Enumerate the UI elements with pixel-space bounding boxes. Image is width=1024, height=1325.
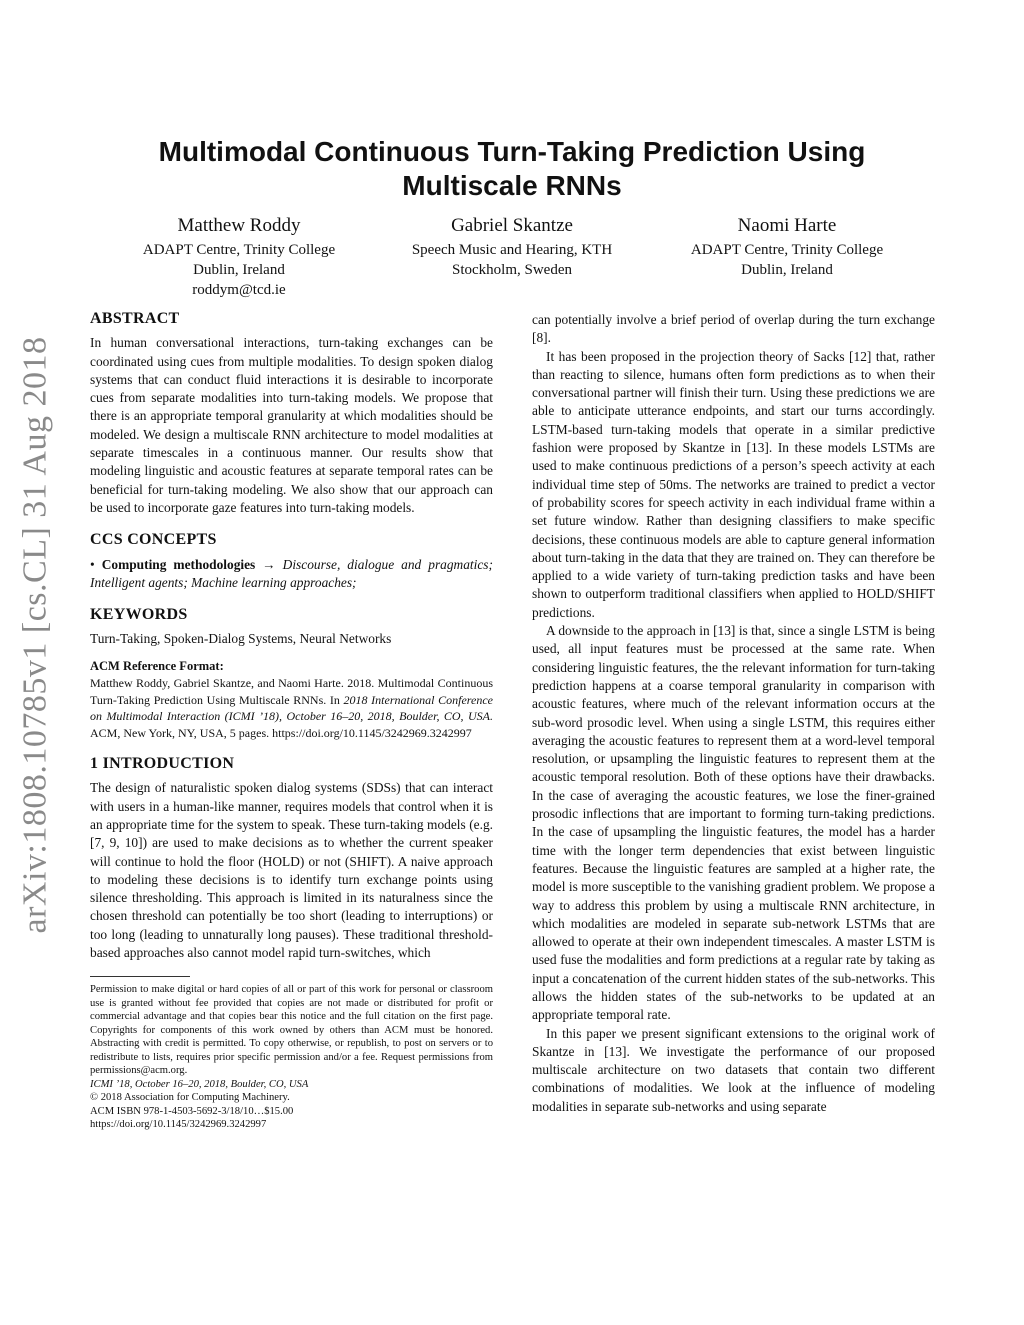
acm-ref-heading: ACM Reference Format: <box>90 658 224 673</box>
keywords-heading: KEYWORDS <box>90 606 188 624</box>
permission-notice: Permission to make digital or hard copies of all or part of this work for personal or classroom use is granted without fee provided that copies are not made or distributed for profit or commercial advantage and that copies bear this notice and the full citation on the first page. Copyrights for components of this work owned by others than ACM must be honored. Abstracting with credit is permitted. To copy otherwise, or republish, to post on servers or to redistribute to lists, requires prior specific permission and/or a fee. Request permissions from permissions@acm.org. <box>90 984 493 1077</box>
author-affiliation: ADAPT Centre, Trinity College <box>142 242 336 258</box>
copyright-line: © 2018 Association for Computing Machinery. <box>90 1092 290 1104</box>
intro-paragraph-3: A downside to the approach in [13] is that, since a single LSTM is being used, all input features must be processed at the same rate. When considering linguistic features, the the relevant information for turn-taking prediction happens at a coarse temporal granularity in comparison with acoustic features, where much of the relevant information occurs at the sub-word prosodic level. When using a single LSTM, this requires either averaging the acoustic features to represent them at a word-level temporal resolution, or upsampling the linguistic features to represent them at the acoustic temporal resolution. Both of these options have their drawbacks. In the case of averaging the acoustic features, we lose the finer-grained prosodic inflections that are important to forming turn-taking predictions. In the case of upsampling the linguistic features, the model has a harder time with the longer term dependencies that exist between linguistic features. Because the linguistic features are sampled at a higher rate, the model is more susceptible to the vanishing gradient problem. We propose a way to address this problem by using a multiscale RNN architecture, in which modalities are modeled in separate sub-network LSTMs that are allowed to operate at their own independent timescales. A master LSTM is used fuse the modalities and form predictions at a regular rate by taking as input a concatenation of the current hidden states of the sub-networks. This allows the hidden states of the sub-networks to be updated at an appropriate temporal rate. <box>532 623 935 1023</box>
left-column <box>90 310 493 1132</box>
intro-heading: 1 INTRODUCTION <box>90 755 235 773</box>
author-block-2 <box>382 214 642 280</box>
ccs-arrow: → <box>262 556 276 572</box>
intro-paragraph-continued: can potentially involve a brief period of overlap during the turn exchange [8]. <box>532 312 935 346</box>
keywords-text: Turn-Taking, Spoken-Dialog Systems, Neural Networks <box>90 631 392 647</box>
intro-paragraph-2: It has been proposed in the projection theory of Sacks [12] that, rather than reacting to silence, humans often form predictions as to when their conversational partner will finish their turn. Using these predictions we are able to anticipate utterance endpoints, and start our turns accordingly. LSTM-based turn-taking models that operate in a similar predictive fashion were proposed by Skantze in [13]. In these models LSTMs are used to make continuous predictions of a person’s speech activity at each individual time step of 50ms. The networks are trained to predict a vector of probability scores for speech activity in each individual frame within a set future window. Rather than designing classifiers to make specific decisions, these continuous models are able to capture general information about turn-taking in the data that they are trained on. They can therefore be applied to a wide variety of turn-taking prediction tasks and have been shown to outperform traditional classifiers when applied to HOLD/SHIFT predictions. <box>532 348 935 620</box>
intro-paragraph-1: The design of naturalistic spoken dialog systems (SDSs) that can interact with users in a human-like manner, requires models that control when it is an appropriate time for the system to speak. These turn-taking models (e.g. [7, 9, 10]) are used to make decisions as to whether the current speaker will continue to hold the floor (HOLD) or not (SHIFT). A naive approach to modeling these decisions is to identify turn exchange points using silence thresholding. This approach is limited in its naturalness since the chosen threshold can potentially be too short (leading to interruptions) or too long (leading to unnaturally long pauses). These traditional threshold-based approaches also cannot model rapid turn-switches, which <box>90 780 493 961</box>
right-column <box>532 311 935 1116</box>
author-affiliation: ADAPT Centre, Trinity College <box>690 242 884 258</box>
paper-title: Multimodal Continuous Turn-Taking Prediction Using Multiscale RNNs <box>158 136 866 201</box>
author-location: Stockholm, Sweden <box>452 262 572 278</box>
abstract-text: In human conversational interactions, turn-taking exchanges can be coordinated using cues from multiple modalities. To design spoken dialog systems that can conduct fluid interactions it is desirable to incorporate cues from separate modalities into turn-taking models. We propose that there is an appropriate temporal granularity at which modalities should be modeled. We design a multiscale RNN architecture to model modalities at separate timescales in a continuous manner. Our results show that modeling linguistic and acoustic features at separate temporal rates can be beneficial for turn-taking modeling. We also show that our approach can be used to incorporate gaze features into turn-taking models. <box>90 335 493 515</box>
isbn-line: ACM ISBN 978-1-4503-5692-3/18/10…$15.00 <box>90 1105 294 1117</box>
ccs-category: Computing methodologies <box>101 556 256 572</box>
acm-ref-venue: 2018 International Conference on Multimodal Interaction (ICMI ’18), October 16–20, 2018, Boulder, CO, USA. <box>90 692 493 724</box>
acm-ref-authors: Matthew Roddy, Gabriel Skantze, and Naomi Harte. 2018. Multimodal Continuous Turn-Taking Prediction Using Multiscale RNNs. In <box>90 676 493 707</box>
acm-ref-doi[interactable]: ACM, New York, NY, USA, 5 pages. https://doi.org/10.1145/3242969.3242997 <box>90 725 472 740</box>
arxiv-identifier <box>10 310 60 960</box>
author-block-1 <box>109 214 369 300</box>
doi-link[interactable]: https://doi.org/10.1145/3242969.3242997 <box>90 1119 267 1131</box>
acm-ref-text <box>90 675 493 741</box>
author-email[interactable]: roddym@tcd.ie <box>192 282 286 298</box>
arxiv-id-text: arXiv:1808.10785v1 [cs.CL] 31 Aug 2018 <box>16 336 54 934</box>
author-name: Gabriel Skantze <box>451 215 573 236</box>
author-block-3 <box>657 214 917 280</box>
ccs-concepts: Discourse, dialogue and pragmatics; Intelligent agents; Machine learning approaches; <box>90 556 493 590</box>
abstract-heading: ABSTRACT <box>90 310 180 327</box>
ccs-heading: CCS CONCEPTS <box>90 531 217 549</box>
intro-paragraph-4: In this paper we present significant extensions to the original work of Skantze in [13]. We investigate the performance of our proposed multiscale architecture on two datasets that contain two different combinations of modalities. We look at the influence of modeling modalities in separate sub-networks and using separate <box>532 1025 935 1114</box>
author-affiliation: Speech Music and Hearing, KTH <box>411 242 613 258</box>
footnote-divider <box>90 976 190 977</box>
ccs-text <box>90 556 493 593</box>
footnote <box>90 983 493 1132</box>
author-name: Naomi Harte <box>737 215 837 236</box>
author-location: Dublin, Ireland <box>741 262 833 278</box>
author-location: Dublin, Ireland <box>193 262 285 278</box>
ccs-bullet: • <box>90 556 95 572</box>
author-name: Matthew Roddy <box>177 215 301 236</box>
conference-line: ICMI ’18, October 16–20, 2018, Boulder, CO, USA <box>90 1078 309 1090</box>
